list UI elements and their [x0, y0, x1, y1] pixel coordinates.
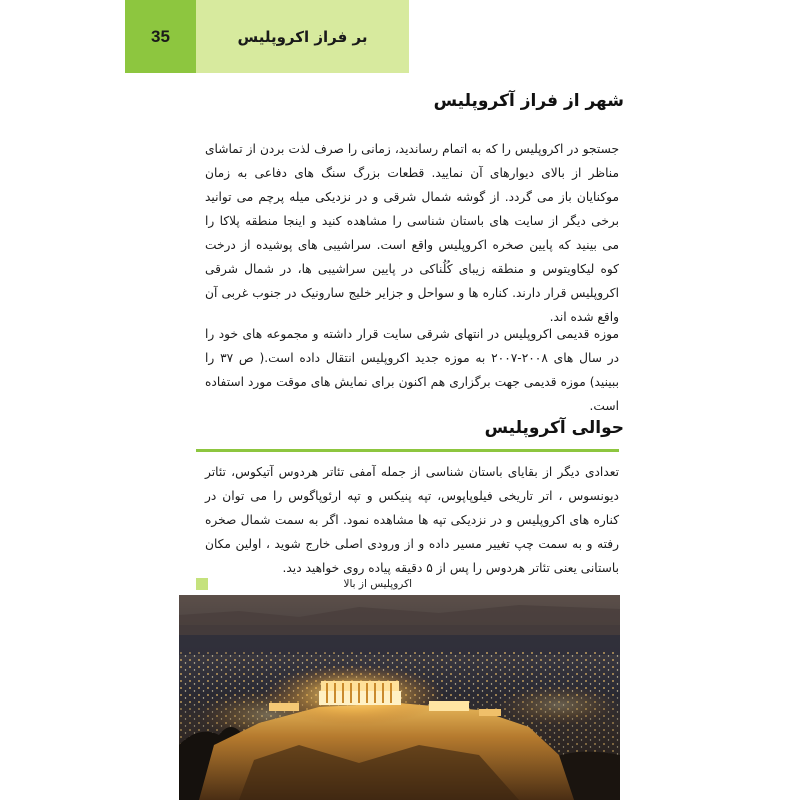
- acropolis-night-photo: [179, 595, 620, 800]
- section-divider: [196, 449, 619, 452]
- paragraph-city-view: جستجو در اکروپلیس را که به اتمام رساندید، زمانی را صرف لذت بردن از تماشای مناظر از بالای دیوارهای آن نمایید. قطعات بزرگ سنگ های دفاعی به زمان موکنایان باز می گردد. از گوشه شمال شرقی و در نزدیکی میله پرچم می توانید برخی دیگر از سایت های باستان شناسی را مشاهده کنید و اینجا منطقه پلاکا را می بینید که پایین صخره اکروپلیس واقع است. سراشیبی های پوشیده از درخت کوه لیکاویتوس و منطقه زیبای کُلُناکی در پایین سراشیبی ها، در شمال شرقی اکروپلیس قرار دارند. کناره ها و سواحل و جزایر خلیج سارونیک در جنوب غربی آن واقع شده اند.: [205, 142, 619, 324]
- section-title-surroundings: حوالی آکروپلیس: [484, 418, 624, 438]
- photo-caption: اکروپلیس از بالا: [343, 578, 412, 590]
- paragraph-old-museum: موزه قدیمی اکروپلیس در انتهای شرقی سایت قرار داشته و مجموعه های خود را در سال های ۲۰۰۸-۲۰۰۷ به موزه جدید اکروپلیس انتقال داده است.( ص ۳۷ را ببینید) موزه قدیمی جهت برگزاری هم اکنون برای نمایش های موقت مورد استفاده است.: [205, 327, 620, 413]
- paragraph-surroundings: تعدادی دیگر از بقایای باستان شناسی از جمله آمفی تئاتر هردوس آتیکوس، تئاتر دیونسوس ، اتر تاریخی فیلوپاپوس، تپه پنیکس و تپه ارئوپاگوس را می توان در کناره های اکروپلیس و در نزدیکی تپه ها مشاهده نمود. اگر به سمت شمال صخره رفته و به سمت چپ تغییر مسیر داده و از ورودی اصلی خارج شوید ، اولین مکان باستانی یعنی تئاتر هردوس را پس از ۵ دقیقه پیاده روی خواهید دید.: [205, 465, 619, 575]
- acropolis-illustration: [179, 595, 620, 800]
- caption-marker: [196, 578, 208, 590]
- page-number: 35: [151, 26, 170, 46]
- chapter-title: بر فراز اکروپلیس: [237, 27, 368, 46]
- section-title-city-view: شهر از فراز آکروپلیس: [433, 91, 624, 111]
